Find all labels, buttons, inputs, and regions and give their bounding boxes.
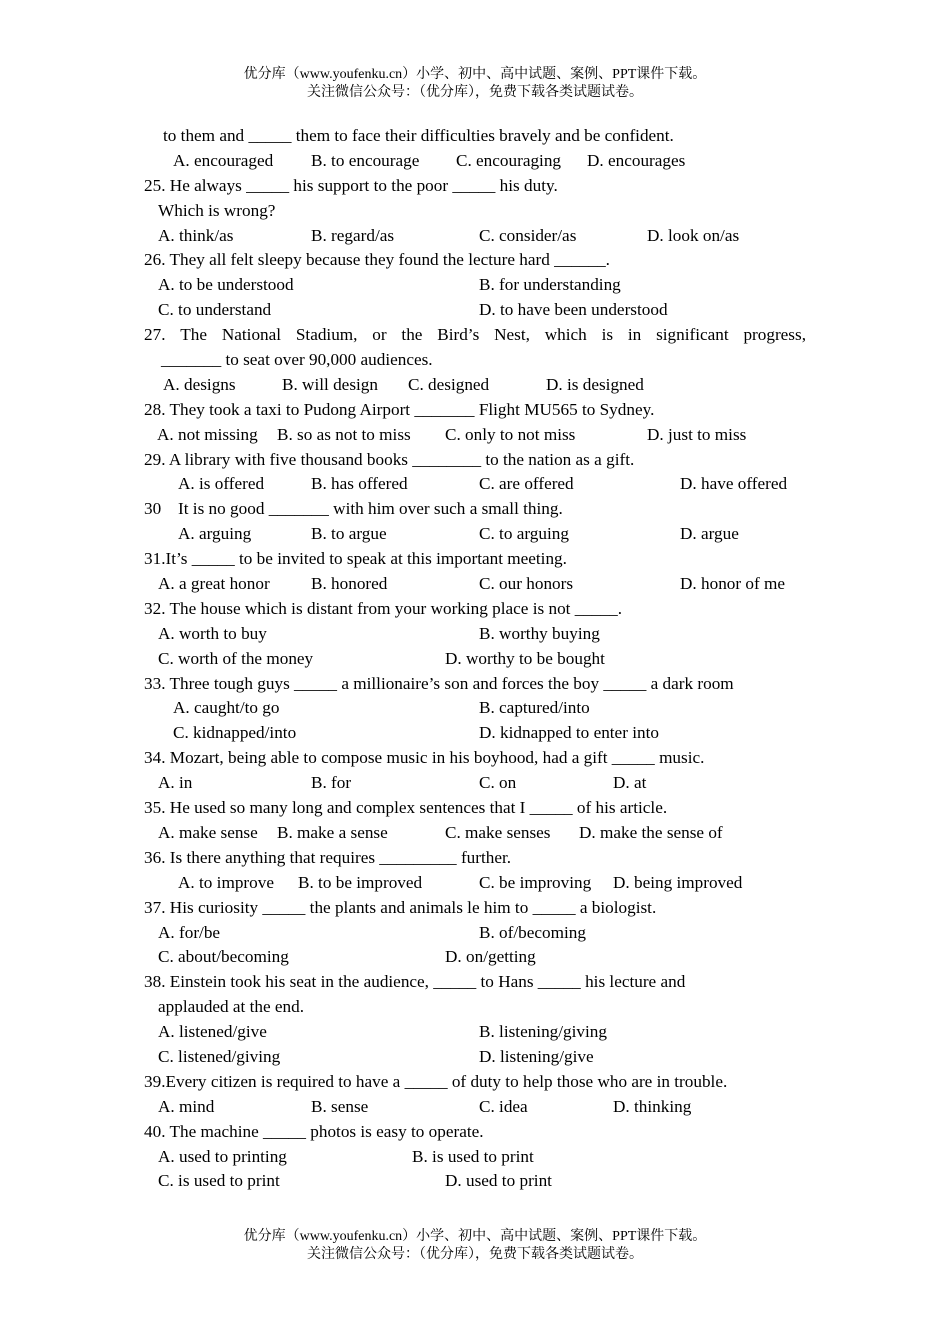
option-text: D. encourages — [587, 150, 686, 170]
option-text: A. to be understood — [158, 275, 294, 295]
text-line — [144, 896, 814, 921]
option-text: C. are offered — [479, 474, 574, 494]
text-line — [144, 647, 814, 672]
text-line — [144, 373, 814, 398]
line-segment: in — [627, 325, 642, 345]
text-line — [144, 1070, 814, 1095]
text-line — [144, 846, 814, 871]
option-text: C. designed — [408, 374, 490, 394]
text-line — [144, 497, 814, 522]
line-segment: Bird’s — [437, 325, 480, 345]
text-line — [144, 323, 814, 348]
text-line — [144, 1045, 814, 1070]
option-text: D. being improved — [613, 872, 743, 892]
option-text: C. consider/as — [479, 225, 577, 245]
text-line — [144, 248, 814, 273]
text-line — [144, 796, 814, 821]
text-line — [144, 696, 814, 721]
text-line — [144, 771, 814, 796]
option-text: B. captured/into — [479, 698, 590, 718]
line-text: 25. He always _____ his support to the poor _____ his duty. — [144, 175, 558, 195]
option-text: A. listened/give — [158, 1022, 267, 1042]
text-line — [144, 273, 814, 298]
option-text: B. of/becoming — [479, 922, 586, 942]
text-line — [144, 423, 814, 448]
text-line — [144, 970, 814, 995]
exam-questions — [144, 124, 814, 1194]
option-text: B. for understanding — [479, 275, 621, 295]
text-line — [144, 298, 814, 323]
text-line — [144, 572, 814, 597]
option-text: A. designs — [163, 374, 236, 394]
line-text: _______ to seat over 90,000 audiences. — [161, 350, 433, 370]
text-line — [144, 746, 814, 771]
option-text: D. thinking — [613, 1096, 692, 1116]
option-text: A. caught/to go — [173, 698, 280, 718]
option-text: C. to arguing — [479, 524, 569, 544]
text-line — [144, 871, 814, 896]
option-text: C. is used to print — [158, 1171, 280, 1191]
option-text: A. in — [158, 773, 193, 793]
line-segment: significant — [656, 325, 729, 345]
text-line — [144, 672, 814, 697]
option-text: D. just to miss — [647, 424, 747, 444]
header-line-1: 优分库（www.youfenku.cn）小学、初中、高中试题、案例、PPT课件下载。 — [243, 67, 707, 82]
line-segment: The — [180, 325, 208, 345]
option-text: C. only to not miss — [445, 424, 576, 444]
option-text: C. listened/giving — [158, 1046, 281, 1066]
option-text: A. to improve — [178, 872, 274, 892]
option-text: B. has offered — [311, 474, 408, 494]
line-segment: the — [401, 325, 423, 345]
line-text: 34. Mozart, being able to compose music in his boyhood, had a gift _____ music. — [144, 748, 705, 768]
option-text: B. sense — [311, 1096, 369, 1116]
text-line — [144, 398, 814, 423]
option-text: C. idea — [479, 1096, 528, 1116]
line-text: 37. His curiosity _____ the plants and animals le him to _____ a biologist. — [144, 897, 657, 917]
option-text: B. listening/giving — [479, 1022, 607, 1042]
text-line — [144, 1120, 814, 1145]
option-text: A. think/as — [158, 225, 234, 245]
footer-line-2: 关注微信公众号：（优分库），免费下载各类试题试卷。 — [307, 1247, 643, 1262]
line-text: 31.It’s _____ to be invited to speak at this important meeting. — [144, 549, 567, 569]
option-text: A. used to printing — [158, 1146, 287, 1166]
option-text: C. on — [479, 773, 517, 793]
option-text: A. for/be — [158, 922, 221, 942]
option-text: D. used to print — [445, 1171, 552, 1191]
option-text: A. arguing — [178, 524, 252, 544]
line-text: 29. A library with five thousand books ________ to the nation as a gift. — [144, 449, 635, 469]
line-text: 26. They all felt sleepy because they found the lecture hard ______. — [144, 250, 610, 270]
option-text: C. to understand — [158, 300, 272, 320]
header-line-2: 关注微信公众号：（优分库），免费下载各类试题试卷。 — [307, 85, 643, 100]
option-text: C. kidnapped/into — [173, 723, 297, 743]
option-text: B. is used to print — [412, 1146, 534, 1166]
text-line — [144, 921, 814, 946]
line-text: Which is wrong? — [158, 200, 276, 220]
option-text: B. to be improved — [298, 872, 423, 892]
option-text: D. on/getting — [445, 947, 536, 967]
text-line — [144, 149, 814, 174]
text-line — [144, 721, 814, 746]
option-text: D. make the sense of — [579, 822, 723, 842]
option-text: D. listening/give — [479, 1046, 594, 1066]
option-text: B. for — [311, 773, 352, 793]
line-segment: Stadium, — [295, 325, 358, 345]
option-text: B. will design — [282, 374, 378, 394]
option-text: A. mind — [158, 1096, 215, 1116]
text-line — [144, 472, 814, 497]
line-text: 39.Every citizen is required to have a _____ of duty to help those who are in trouble. — [144, 1071, 728, 1091]
line-segment: progress, — [743, 325, 806, 345]
option-text: D. kidnapped to enter into — [479, 723, 659, 743]
text-line — [144, 1169, 814, 1194]
option-text: D. to have been understood — [479, 300, 668, 320]
text-line — [144, 597, 814, 622]
option-text: A. is offered — [178, 474, 265, 494]
option-text: C. about/becoming — [158, 947, 289, 967]
option-text: B. worthy buying — [479, 623, 600, 643]
line-text: 28. They took a taxi to Pudong Airport _______ Flight MU565 to Sydney. — [144, 399, 655, 419]
line-text: 40. The machine _____ photos is easy to operate. — [144, 1121, 484, 1141]
option-text: C. encouraging — [456, 150, 562, 170]
option-text: A. make sense — [158, 822, 258, 842]
text-line — [144, 945, 814, 970]
line-text: applauded at the end. — [158, 997, 305, 1017]
option-text: It is no good _______ with him over such a small thing. — [178, 499, 563, 519]
line-segment: or — [372, 325, 387, 345]
option-text: B. regard/as — [311, 225, 395, 245]
line-segment: National — [221, 325, 282, 345]
text-line — [144, 1145, 814, 1170]
text-line — [144, 622, 814, 647]
page-footer — [0, 1228, 950, 1264]
option-text: C. make senses — [445, 822, 551, 842]
option-text: D. have offered — [680, 474, 788, 494]
page-header — [0, 66, 950, 102]
option-text: A. encouraged — [173, 150, 274, 170]
line-text: 38. Einstein took his seat in the audience, _____ to Hans _____ his lecture and — [144, 972, 686, 992]
text-line — [144, 1020, 814, 1045]
line-text: to them and _____ them to face their difficulties bravely and be confident. — [163, 126, 674, 145]
option-text: C. be improving — [479, 872, 592, 892]
text-line — [144, 995, 814, 1020]
line-text: 32. The house which is distant from your working place is not _____. — [144, 598, 623, 618]
line-text: 35. He used so many long and complex sentences that I _____ of his article. — [144, 798, 668, 818]
option-text: B. to encourage — [311, 150, 420, 170]
text-line — [144, 199, 814, 224]
option-text: D. at — [613, 773, 647, 793]
option-text: C. our honors — [479, 574, 574, 594]
text-line — [144, 224, 814, 249]
text-line — [144, 448, 814, 473]
text-line — [144, 174, 814, 199]
text-line — [144, 821, 814, 846]
line-text: 33. Three tough guys _____ a millionaire’s son and forces the boy _____ a dark room — [144, 673, 734, 693]
option-text: A. not missing — [157, 424, 258, 444]
text-line — [144, 547, 814, 572]
footer-line-1: 优分库（www.youfenku.cn）小学、初中、高中试题、案例、PPT课件下载。 — [243, 1229, 707, 1244]
option-text: 30 — [144, 499, 162, 519]
line-segment: 27. — [144, 325, 166, 345]
text-line — [144, 522, 814, 547]
option-text: D. argue — [680, 524, 739, 544]
option-text: B. to argue — [311, 524, 387, 544]
option-text: D. look on/as — [647, 225, 740, 245]
text-line — [144, 1095, 814, 1120]
line-segment: which — [544, 325, 587, 345]
option-text: B. honored — [311, 574, 388, 594]
line-segment: Nest, — [494, 325, 530, 345]
option-text: B. so as not to miss — [277, 424, 411, 444]
line-text: 36. Is there anything that requires _________ further. — [144, 847, 512, 867]
option-text: D. is designed — [546, 374, 644, 394]
option-text: D. honor of me — [680, 574, 786, 594]
line-segment: is — [601, 325, 614, 345]
option-text: D. worthy to be bought — [445, 648, 605, 668]
option-text: C. worth of the money — [158, 648, 314, 668]
option-text: B. make a sense — [277, 822, 388, 842]
text-line — [144, 348, 814, 373]
option-text: A. worth to buy — [158, 623, 267, 643]
text-line — [144, 124, 814, 149]
option-text: A. a great honor — [158, 574, 270, 594]
